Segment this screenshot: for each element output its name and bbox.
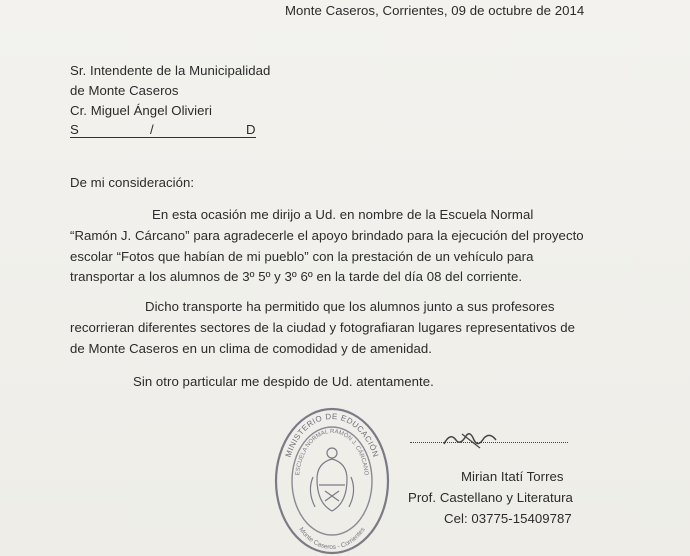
sd-underline — [70, 137, 256, 138]
recipient-line-3: Cr. Miguel Ángel Olivieri — [70, 103, 212, 118]
coat-of-arms-icon — [310, 448, 353, 511]
seal-top-text: MINISTERIO DE EDUCACIÓN — [283, 411, 381, 459]
signer-phone: Cel: 03775-15409787 — [444, 511, 572, 526]
svg-text:ESCUELA NORMAL RAMÓN J. CÁRCAN — [295, 429, 369, 476]
paragraph2-line3: de Monte Caseros en un clima de comodidad y de amenidad. — [70, 341, 433, 356]
paragraph1-line3: escolar “Fotos que habían de mi pueblo” con la prestación de un vehículo para — [70, 249, 534, 264]
greeting: De mi consideración: — [70, 175, 195, 190]
recipient-line-2: de Monte Caseros — [70, 83, 179, 98]
paragraph1-line4: transportar a los alumnos de 3º 5º y 3º 6º en la tarde del día 08 del corriente. — [70, 269, 523, 284]
paragraph1-line1: En esta ocasión me dirijo a Ud. en nombre de la Escuela Normal — [152, 207, 534, 222]
official-seal — [273, 407, 391, 555]
paragraph2-line1: Dicho transporte ha permitido que los alumnos junto a sus profesores — [145, 299, 555, 314]
paragraph2-line2: recorrieran diferentes sectores de la ciudad y fotografiaran lugares representativos de — [70, 320, 576, 335]
paragraph1-line2: “Ramón J. Cárcano” para agradecerle el apoyo brindado para la ejecución del proyecto — [70, 228, 584, 243]
handwritten-signature — [440, 426, 500, 452]
signer-title: Prof. Castellano y Literatura — [408, 490, 573, 505]
sd-d: D — [246, 122, 256, 137]
sd-s: S — [70, 122, 79, 137]
place-date: Monte Caseros, Corrientes, 09 de octubre de 2014 — [285, 3, 585, 18]
sd-slash: / — [150, 122, 154, 137]
closing: Sin otro particular me despido de Ud. atentamente. — [133, 374, 434, 389]
seal-inner-text: ESCUELA NORMAL RAMÓN J. CÁRCANO — [295, 428, 369, 476]
signer-name: Mirian Itatí Torres — [461, 469, 564, 484]
seal-bottom-text: Monte Caseros - Corrientes — [297, 526, 367, 552]
recipient-line-1: Sr. Intendente de la Municipalidad — [70, 63, 271, 78]
